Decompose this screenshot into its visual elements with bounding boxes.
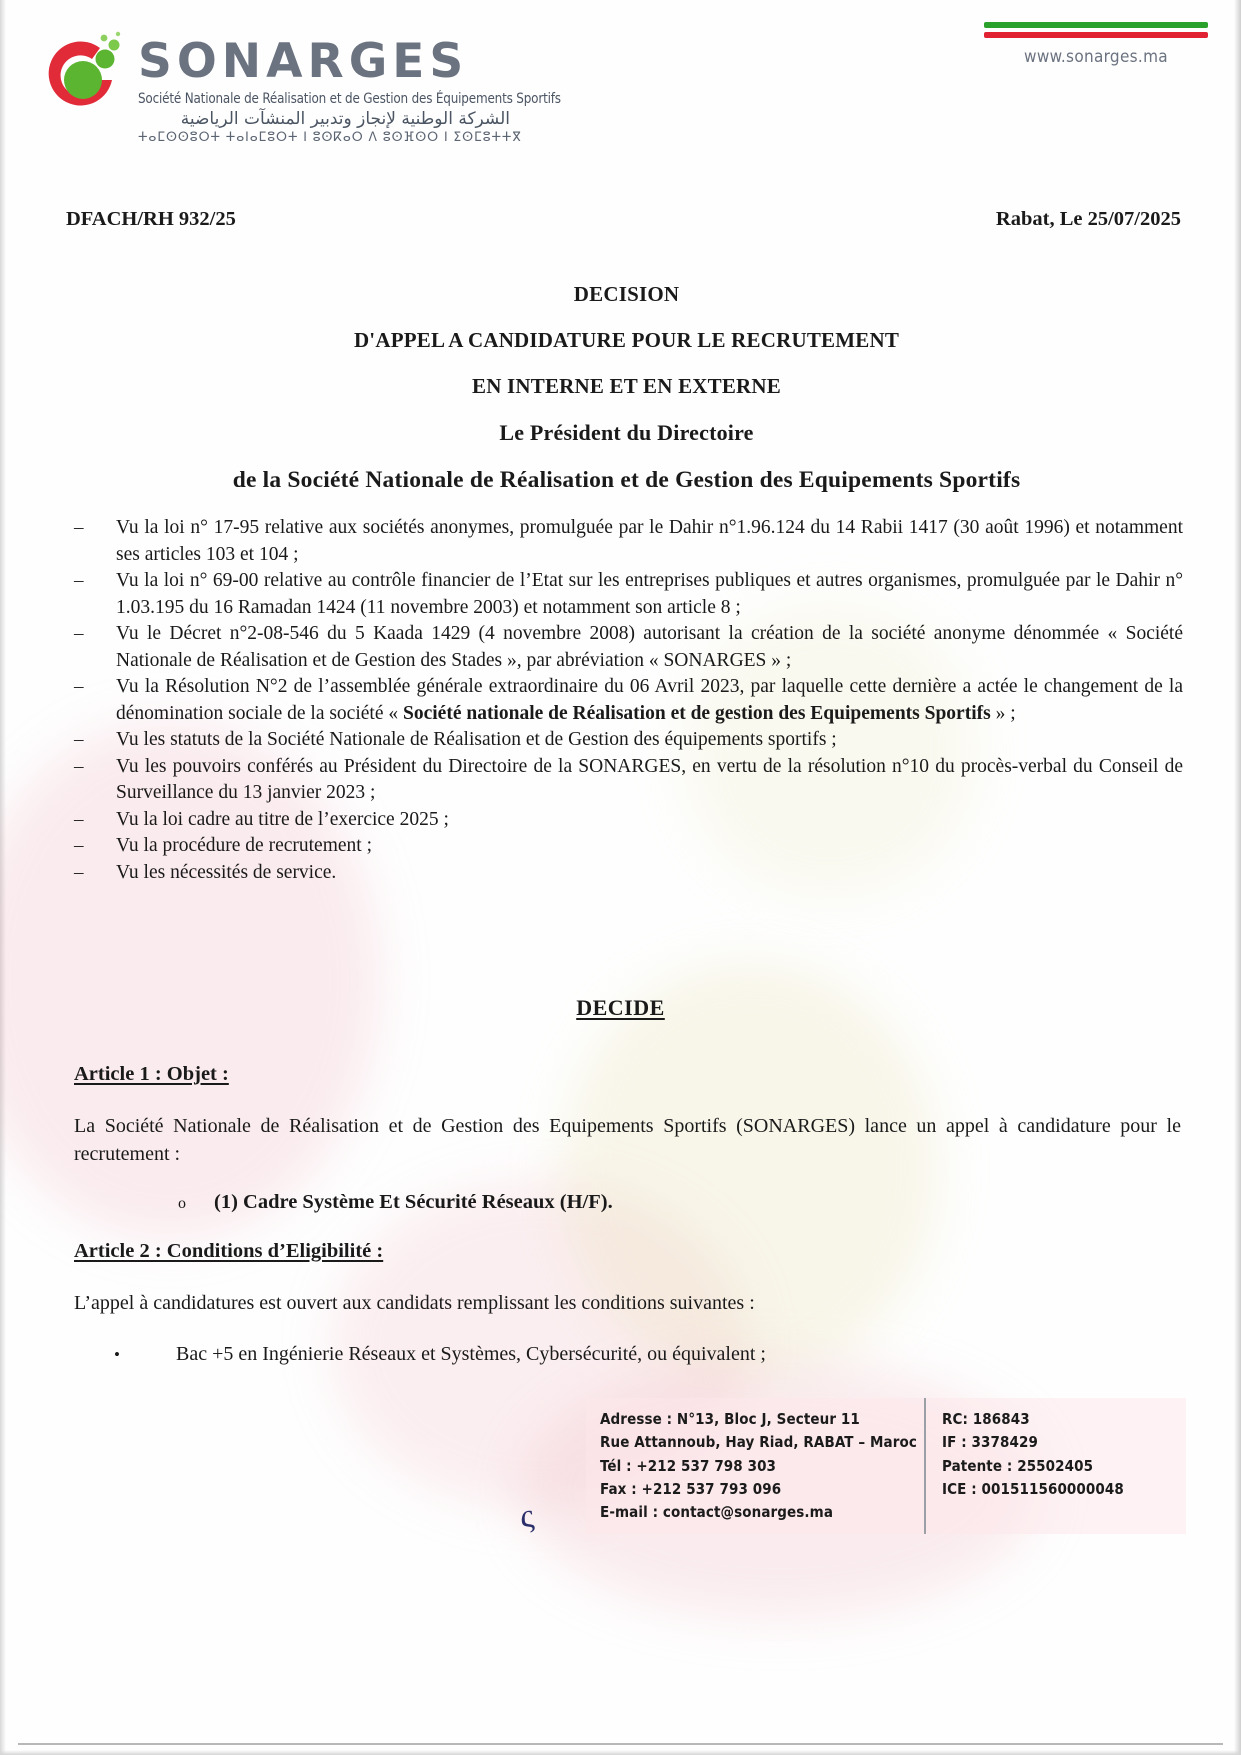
footer-registration-line: IF : 3378429	[942, 1433, 1038, 1452]
scan-edge-left	[0, 0, 6, 1755]
footer-address-line: Fax : +212 537 793 096	[600, 1479, 782, 1498]
logo-wordmark: SONARGES	[138, 34, 469, 89]
title-block	[60, 282, 1193, 504]
decide-label: DECIDE	[576, 995, 665, 1020]
reference-date-line	[66, 208, 1181, 231]
logo-subtitle-french: Société Nationale de Réalisation et de Gestion des Équipements Sportifs	[138, 91, 561, 107]
whereas-dash-marker: –	[74, 676, 84, 698]
scan-edge-right	[1234, 0, 1241, 1755]
articles-block	[74, 1063, 1181, 1366]
footer-address-line: Adresse : N°13, Bloc J, Secteur 11	[600, 1410, 860, 1428]
footer-registration-line: Patente : 25502405	[942, 1456, 1094, 1475]
whereas-item	[66, 833, 1183, 860]
whereas-item-text: Vu les nécessités de service.	[116, 861, 337, 883]
whereas-item	[66, 621, 1183, 674]
footer-contact-block	[586, 1398, 1186, 1534]
article-1-position-item	[74, 1191, 1181, 1214]
flag-red-bar	[984, 32, 1208, 38]
whereas-item	[66, 515, 1183, 568]
whereas-item	[66, 568, 1183, 621]
article-2-heading: Article 2 : Conditions d’Eligibilité :	[74, 1239, 384, 1262]
flag-green-bar	[984, 22, 1208, 28]
footer-address-line: Tél : +212 537 798 303	[600, 1456, 777, 1475]
whereas-item-text: Vu la loi n° 69-00 relative au contrôle financier de l’Etat sur les entreprises publiques et autres organismes, promulguée par le Dahir n° 1.03.195 du 16 Ramadan 1424 (11 novembre 2003) et notamment son article 8 ;	[116, 570, 1183, 618]
footer-address-line: E-mail : contact@sonarges.ma	[600, 1503, 834, 1521]
article-1-heading: Article 1 : Objet :	[74, 1063, 229, 1085]
whereas-item-text: Vu la loi cadre au titre de l’exercice 2025 ;	[116, 808, 449, 830]
circle-marker-icon: o	[178, 1194, 186, 1212]
whereas-item-text: Vu les statuts de la Société Nationale de Réalisation et de Gestion des équipements sportifs ;	[116, 729, 837, 751]
website-url: www.sonarges.ma	[1024, 47, 1168, 67]
sonarges-logo	[38, 22, 598, 145]
whereas-item-emphasis: Société nationale de Réalisation et de gestion des Equipements Sportifs	[403, 702, 991, 724]
footer-rule	[18, 1743, 1223, 1745]
whereas-dash-marker: –	[74, 755, 84, 777]
footer-registration-line: ICE : 001511560000048	[942, 1479, 1124, 1498]
signature-mark: ς	[517, 1497, 536, 1536]
logo-subtitle-arabic: الشركة الوطنية لإنجاز وتدبير المنشآت الرياضية	[180, 108, 510, 129]
logo-text-block	[138, 34, 598, 146]
article-1-paragraph: La Société Nationale de Réalisation et de Gestion des Equipements Sportifs (SONARGES) lance un appel à candidature pour le recrutement :	[74, 1115, 1181, 1166]
whereas-item	[66, 754, 1183, 807]
scan-edge-bottom	[0, 1750, 1241, 1755]
whereas-dash-marker: –	[74, 835, 84, 857]
title-decision: DECISION	[573, 282, 680, 306]
whereas-item-text: Vu le Décret n°2-08-546 du 5 Kaada 1429 (4 novembre 2008) autorisant la création de la société anonyme dénommée « Société Nationale de Réalisation et de Gestion des Stades », par abréviation « SONARGES » ;	[116, 623, 1183, 671]
whereas-dash-marker: –	[74, 808, 84, 830]
whereas-item	[66, 807, 1183, 834]
whereas-item-text: Vu la loi n° 17-95 relative aux sociétés anonymes, promulguée par le Dahir n°1.96.124 du 14 Rabii 1417 (30 août 1996) et notamment ses articles 103 et 104 ;	[116, 517, 1183, 565]
title-societe-nationale: de la Société Nationale de Réalisation et de Gestion des Equipements Sportifs	[232, 467, 1021, 493]
footer-registration-column	[926, 1398, 1172, 1534]
title-president-directoire: Le Président du Directoire	[499, 420, 754, 445]
document-header	[0, 0, 1241, 180]
footer-address-line: Rue Attannoub, Hay Riad, RABAT – Maroc	[600, 1433, 917, 1452]
reference-number: DFACH/RH 932/25	[66, 208, 236, 230]
bullet-dot-icon: •	[114, 1345, 120, 1365]
whereas-dash-marker: –	[74, 517, 84, 538]
whereas-item-text: Vu les pouvoirs conférés au Président du Directoire de la SONARGES, en vertu de la résolution n°10 du procès-verbal du Conseil de Surveillance du 13 janvier 2023 ;	[116, 755, 1183, 804]
title-appel-candidature: D'APPEL A CANDIDATURE POUR LE RECRUTEMENT	[353, 328, 900, 352]
whereas-item	[66, 674, 1183, 727]
whereas-item	[66, 727, 1183, 754]
whereas-dash-marker: –	[74, 729, 84, 751]
decide-heading	[0, 995, 1241, 1021]
sonarges-logo-icon	[38, 28, 134, 124]
article-2-paragraph: L’appel à candidatures est ouvert aux candidats remplissant les conditions suivantes :	[74, 1291, 755, 1314]
whereas-item	[66, 860, 1183, 887]
place-and-date: Rabat, Le 25/07/2025	[995, 208, 1181, 230]
title-interne-externe: EN INTERNE ET EN EXTERNE	[472, 374, 781, 398]
whereas-dash-marker: –	[74, 861, 84, 883]
footer-registration-line: RC: 186843	[942, 1410, 1030, 1428]
article-2-condition-text: Bac +5 en Ingénierie Réseaux et Systèmes, Cybersécurité, ou équivalent ;	[176, 1343, 766, 1366]
brand-flag-and-url	[984, 22, 1208, 67]
footer-address-column	[586, 1398, 926, 1534]
whereas-list	[66, 515, 1183, 886]
whereas-dash-marker: –	[74, 570, 84, 592]
article-1-position-label: (1) Cadre Système Et Sécurité Réseaux (H/F).	[214, 1190, 613, 1213]
whereas-item-text: Vu la Résolution N°2 de l’assemblée générale extraordinaire du 06 Avril 2023, par laquelle cette dernière a actée le changement de la dénomination sociale de la société « Société nationale de Réalisation et de gestion des Equipements Sportifs » ;	[116, 676, 1183, 724]
whereas-item-text: Vu la procédure de recrutement ;	[116, 835, 372, 857]
article-2-condition-item	[74, 1343, 1181, 1366]
logo-subtitle-tifinagh: ⵜⴰⵎⵙⵙⵓⵔⵜ ⵜⴰⵏⴰⵎⵓⵔⵜ ⵏ ⵓⵙⴽⴰⵔ ⴷ ⵓⵙⴼⵙⵔ ⵏ ⵉⵙⵎⵓⵜⵜⴳ	[138, 130, 522, 146]
whereas-dash-marker: –	[74, 623, 84, 645]
